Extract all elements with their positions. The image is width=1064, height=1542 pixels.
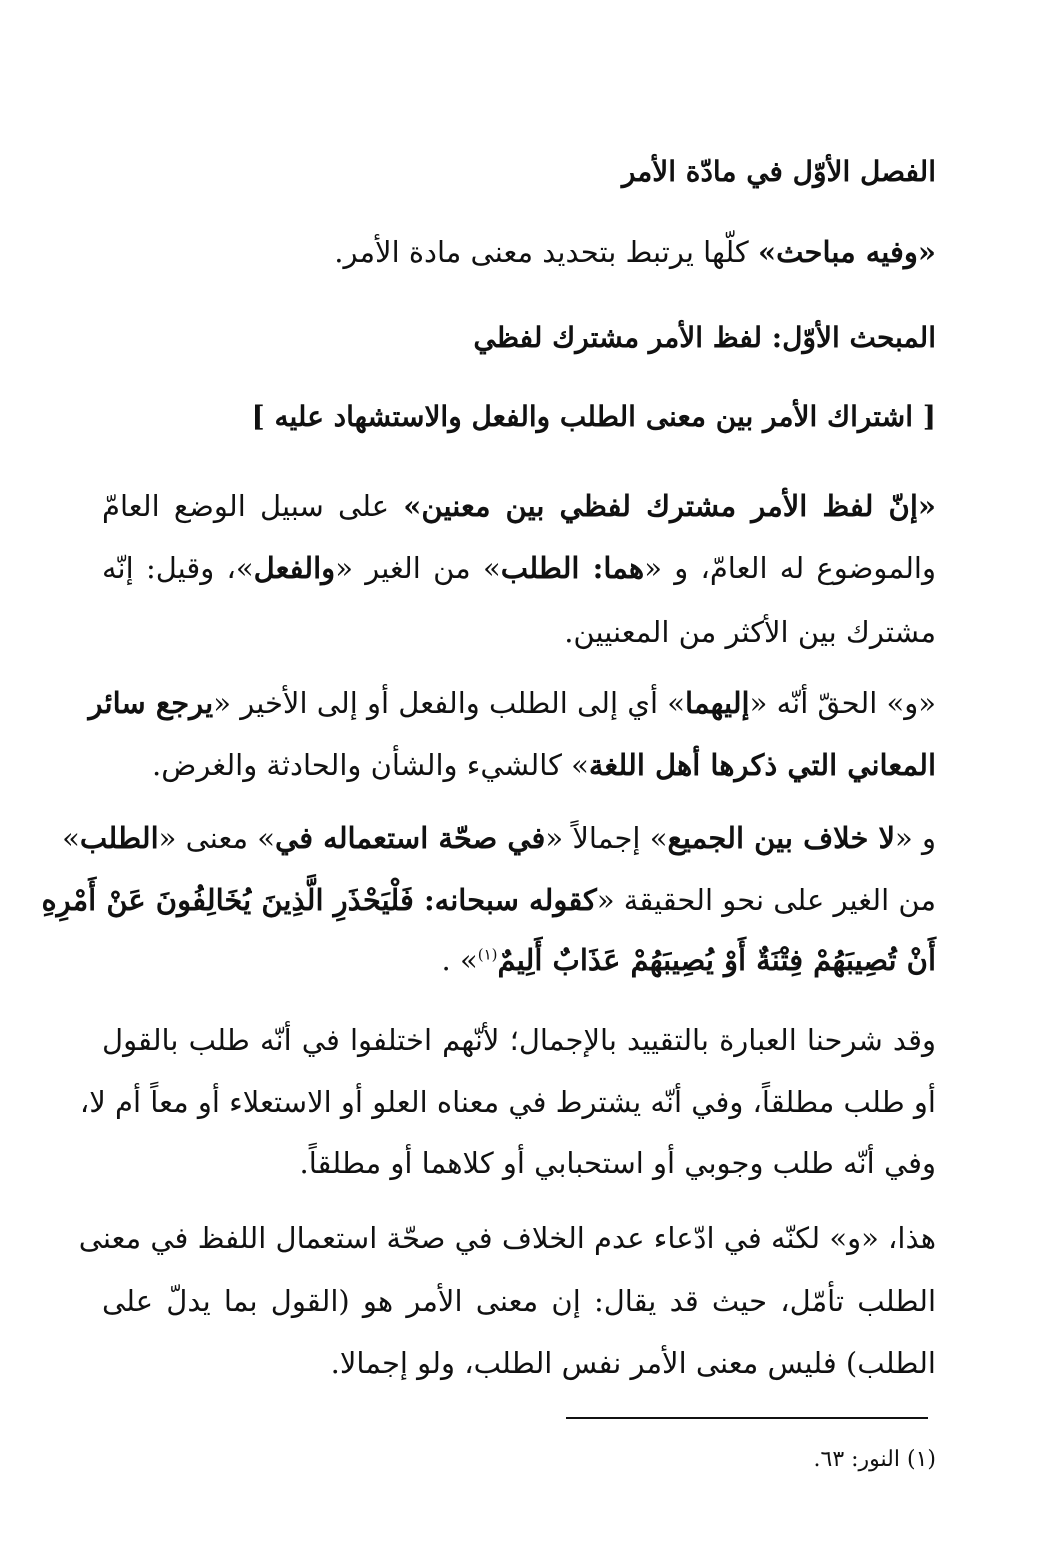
p2-text-1c: » أي إلى الطلب والفعل أو إلى الأخير « [213, 686, 685, 720]
p3-text-3b: » . [441, 943, 478, 977]
p1-text-2e: »، وقيل: إنّه [102, 551, 254, 585]
footnote-separator [566, 1417, 928, 1419]
intro-bold: «وفيه مباحث» [757, 235, 936, 269]
p1-text-2c: » من الغير « [335, 551, 501, 585]
p3-text-2a: من الغير على نحو الحقيقة « [596, 883, 936, 917]
p1-text-1: على سبيل الوضع العامّ [102, 489, 404, 523]
p2-bold-1d: يرجع سائر [88, 686, 214, 720]
section-title: المبحث الأوّل: لفظ الأمر مشترك لفظي [473, 321, 936, 354]
p2-bold-2a: المعاني التي ذكرها أهل اللغة [588, 748, 936, 782]
p4-line-3: وفي أنّه طلب وجوبي أو استحبابي أو كلاهما أو مطلقاً. [299, 1146, 936, 1180]
p3-text-1c: » إجمالاً « [545, 821, 668, 855]
p3-line-1 [62, 818, 936, 858]
p5-line-2: الطلب تأمّل، حيث قد يقال: إن معنى الأمر هو (القول بما يدلّ على [102, 1284, 936, 1318]
p3-text-1a: و « [895, 821, 936, 855]
p3-text-1g: » [62, 821, 80, 855]
p1-line-1 [102, 486, 936, 526]
p1-text-2a: والموضوع له العامّ، و « [644, 551, 936, 585]
quran-verse-part-2: أَنْ تُصِيبَهُمْ فِتْنَةٌ أَوْ يُصِيبَهُمْ عَذَابٌ أَلِيمٌ [497, 943, 936, 977]
p3-bold-2b: كقوله سبحانه: [423, 883, 597, 917]
footnote-text: (١) النور: ٦٣. [813, 1447, 936, 1472]
intro-rest: كلّها يرتبط بتحديد معنى مادة الأمر. [334, 235, 758, 269]
p2-text-1a: «و» الحقّ أنّه « [749, 686, 936, 720]
p1-bold-1: «إنّ لفظ الأمر مشترك لفظي بين معنين» [403, 489, 936, 523]
p3-bold-1d: في صحّة استعماله في [275, 821, 546, 855]
quran-verse-part-1: فَلْيَحْذَرِ الَّذِينَ يُخَالِفُونَ عَنْ أَمْرِهِ [41, 883, 424, 917]
chapter-title: الفصل الأوّل في مادّة الأمر [621, 155, 936, 188]
p5-line-1: هذا، «و» لكنّه في ادّعاء عدم الخلاف في صحّة استعمال اللفظ في معنى [78, 1221, 936, 1255]
p2-line-1 [88, 683, 936, 723]
p4-line-1: وقد شرحنا العبارة بالتقييد بالإجمال؛ لأنّهم اختلفوا في أنّه طلب بالقول [102, 1023, 936, 1057]
p1-line-3: مشترك بين الأكثر من المعنيين. [564, 615, 936, 649]
p2-text-2b: » كالشيء والشأن والحادثة والغرض. [152, 748, 589, 782]
p4-line-2: أو طلب مطلقاً، وفي أنّه يشترط في معناه العلو أو الاستعلاء أو معاً أم لا، [79, 1085, 936, 1119]
p3-line-3 [442, 940, 936, 980]
section-subtitle: [ اشتراك الأمر بين معنى الطلب والفعل والاستشهاد عليه ] [251, 400, 936, 433]
p1-bold-2: هما: الطلب [500, 551, 645, 585]
chapter-intro [334, 232, 936, 272]
p3-bold-1b: لا خلاف بين الجميع [667, 821, 896, 855]
p5-line-3: الطلب) فليس معنى الأمر نفس الطلب، ولو إجمالا. [330, 1346, 936, 1380]
p2-bold-1b: إليهما [685, 686, 750, 720]
p1-line-2 [102, 548, 936, 588]
p3-text-1e: » معنى « [158, 821, 276, 855]
p3-line-2 [41, 880, 936, 920]
p1-bold-2d: والفعل [253, 551, 336, 585]
p3-bold-1f: الطلب [79, 821, 159, 855]
p2-line-2 [152, 745, 936, 785]
footnote-ref: (١) [477, 945, 498, 964]
